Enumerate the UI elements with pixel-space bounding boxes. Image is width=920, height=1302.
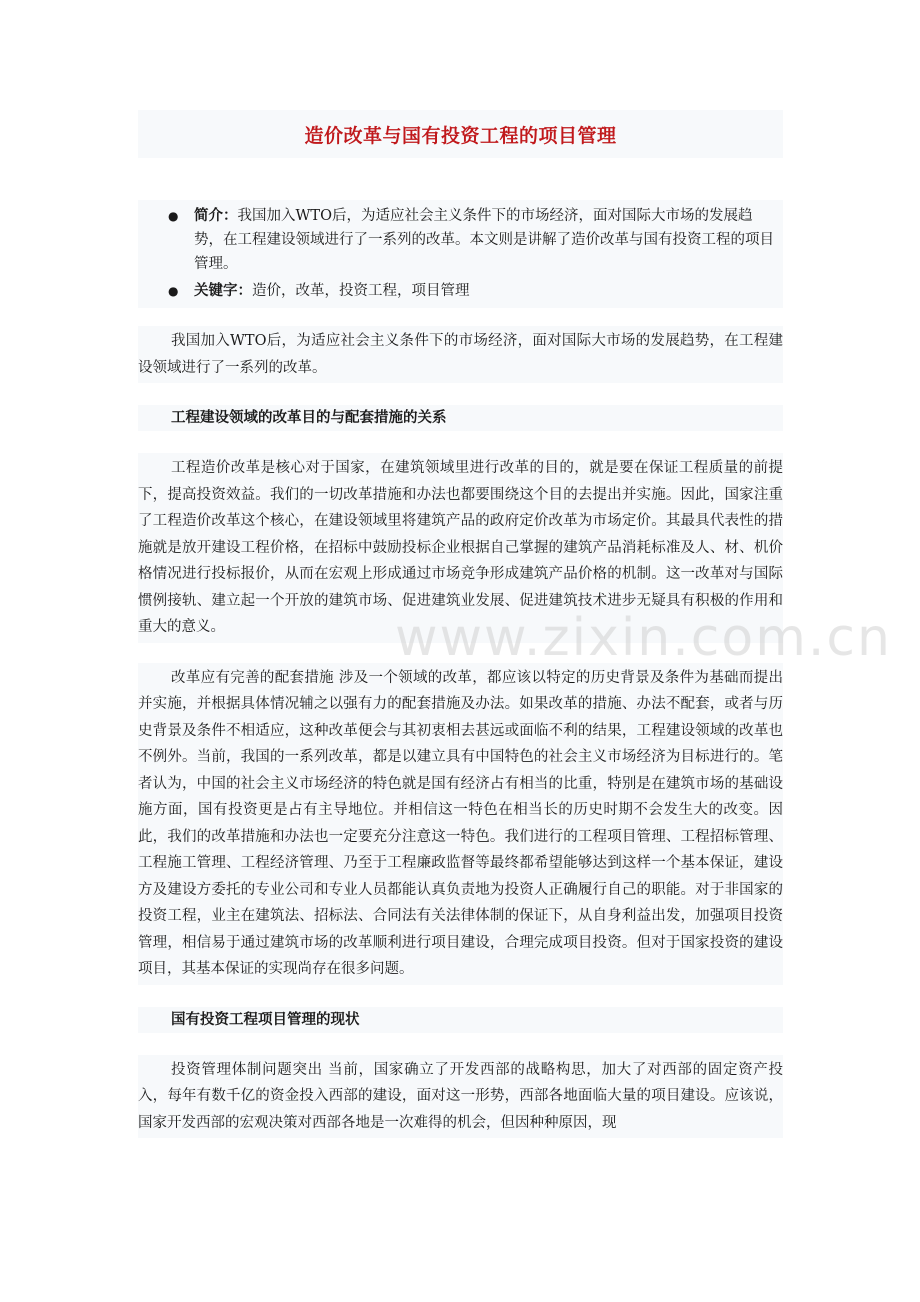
summary-intro-item xyxy=(168,204,783,276)
bullet-icon: ● xyxy=(168,209,179,223)
summary-box xyxy=(138,200,783,308)
summary-list xyxy=(138,204,783,303)
intro-label: 简介： xyxy=(194,208,238,224)
article-body xyxy=(138,326,783,1138)
keywords-text: 造价，改革，投资工程，项目管理 xyxy=(252,283,470,299)
document-page xyxy=(138,110,783,1138)
paragraph-3: 改革应有完善的配套措施 涉及一个领域的改革，都应该以特定的历史背景及条件为基础而提出并实施，并根据具体情况辅之以强有力的配套措施及办法。如果改革的措施、办法不配套，或者与历史背景及条件不相适应，这种改革便会与其初衷相去甚远或面临不利的结果，工程建设领域的改革也不例外。当前，我国的一系列改革，都是以建立具有中国特色的社会主义市场经济为目标进行的。笔者认为，中国的社会主义市场经济的特色就是国有经济占有相当的比重，特别是在建筑市场的基础设施方面，国有投资更是占有主导地位。并相信这一特色在相当长的历史时期不会发生大的改变。因此，我们的改革措施和办法也一定要充分注意这一特色。我们进行的工程项目管理、工程招标管理、工程施工管理、工程经济管理、乃至于工程廉政监督等最终都希望能够达到这样一个基本保证，建设方及建设方委托的专业公司和专业人员都能认真负责地为投资人正确履行自己的职能。对于非国家的投资工程，业主在建筑法、招标法、合同法有关法律体制的保证下，从自身利益出发，加强项目投资管理，相信易于通过建筑市场的改革顺利进行项目建设，合理完成项目投资。但对于国家投资的建设项目，其基本保证的实现尚存在很多问题。 xyxy=(138,663,783,985)
paragraph-2: 工程造价改革是核心对于国家，在建筑领域里进行改革的目的，就是要在保证工程质量的前提下，提高投资效益。我们的一切改革措施和办法也都要围绕这个目的去提出并实施。因此，国家注重了工程造价改革这个核心，在建设领域里将建筑产品的政府定价改革为市场定价。其最具代表性的措施就是放开建设工程价格，在招标中鼓励投标企业根据自己掌握的建筑产品消耗标准及人、材、机价格情况进行投标报价，从而在宏观上形成通过市场竞争形成建筑产品价格的机制。这一改革对与国际惯例接轨、建立起一个开放的建筑市场、促进建筑业发展、促进建筑技术进步无疑具有积极的作用和重大的意义。 xyxy=(138,453,783,643)
section-heading-2: 国有投资工程项目管理的现状 xyxy=(138,1007,783,1033)
section-heading-1: 工程建设领域的改革目的与配套措施的关系 xyxy=(138,405,783,431)
document-title: 造价改革与国有投资工程的项目管理 xyxy=(304,124,617,147)
title-banner xyxy=(138,110,783,158)
paragraph-1: 我国加入WTO后，为适应社会主义条件下的市场经济，面对国际大市场的发展趋势，在工程建设领域进行了一系列的改革。 xyxy=(138,326,783,383)
intro-text: 我国加入WTO后，为适应社会主义条件下的市场经济，面对国际大市场的发展趋势，在工程建设领域进行了一系列的改革。本文则是讲解了造价改革与国有投资工程的项目管理。 xyxy=(194,208,774,272)
watermark: www.zixin.com.cn xyxy=(395,608,892,668)
keywords-label: 关键字： xyxy=(194,283,252,299)
bullet-icon: ● xyxy=(168,284,179,298)
summary-keywords-item xyxy=(168,279,783,303)
paragraph-4: 投资管理体制问题突出 当前，国家确立了开发西部的战略构思，加大了对西部的固定资产投入，每年有数千亿的资金投入西部的建设，面对这一形势，西部各地面临大量的项目建设。应该说，国家开发西部的宏观决策对西部各地是一次难得的机会，但因种种原因，现 xyxy=(138,1055,783,1139)
